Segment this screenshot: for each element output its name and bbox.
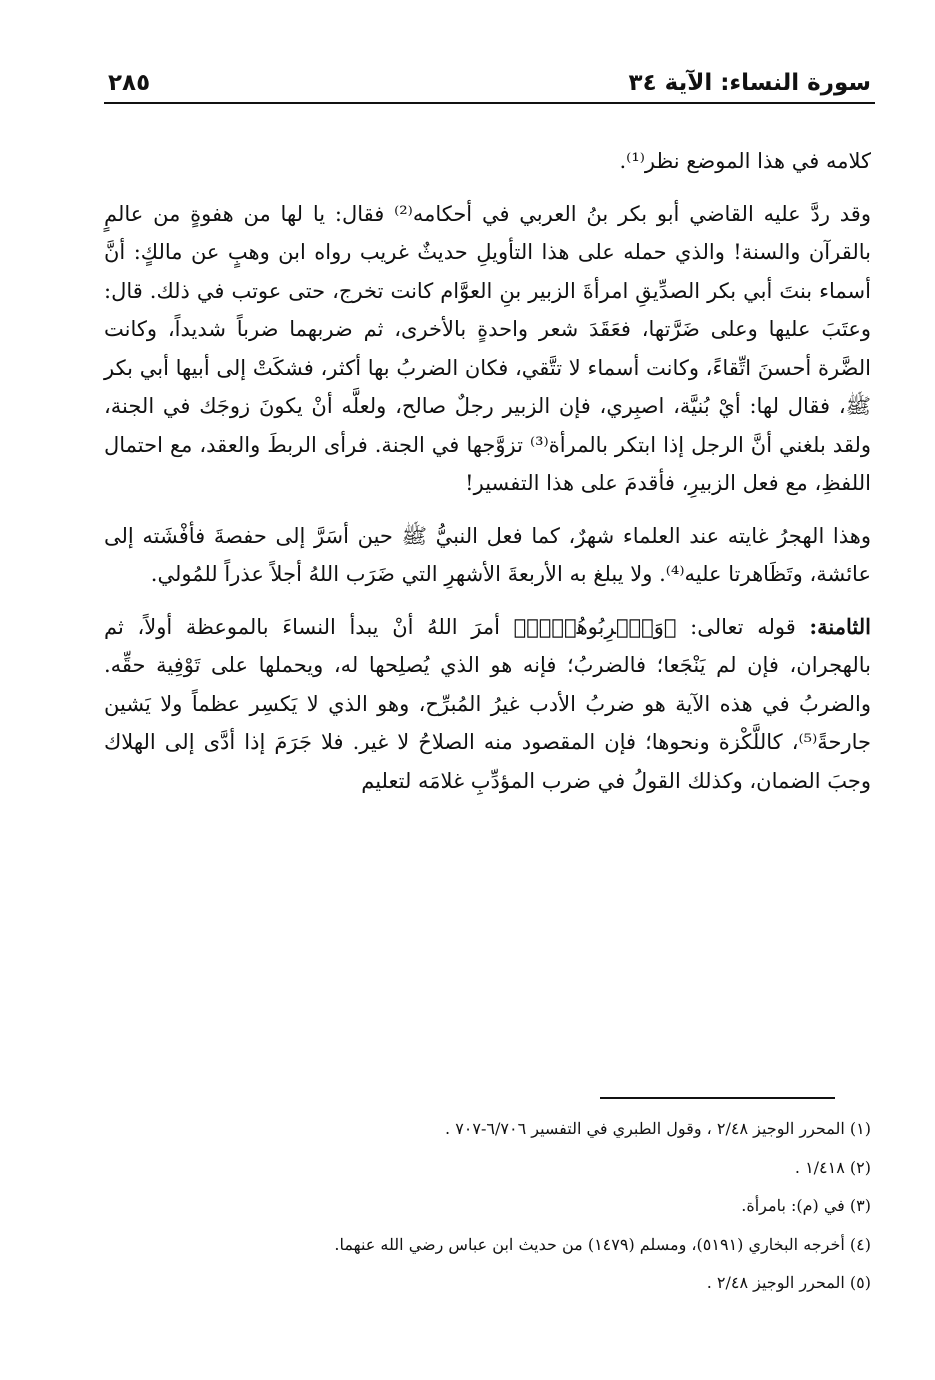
paragraph-text: وقد ردَّ عليه القاضي أبو بكر بنُ العربي في أحكامه⁽²⁾ فقال: يا لها من هفوةٍ من عالمٍ بالقرآن والسنة! والذي حمله على هذا التأويلِ حديثٌ غريب رواه ابن وهبٍ عن مالكٍ: أنَّ أسماء بنتَ أبي بكر الصدِّيقِ امرأةَ الزبير بنِ العوَّام كانت تخرج، حتى عوتب في ذلك. قال: وعتَبَ عليها وعلى ضَرَّتها، فعَقَدَ شعر واحدةٍ بالأخرى، ثم ضربهما ضرباً شديداً، وكانت الضَّرة أحسنَ اتِّقاءً، وكانت أسماء لا تتَّقي، فكان الضربُ بها أكثر، فشكَتْ إلى أبيها أبي بكر ﷺ، فقال لها: أيْ بُنيَّة، اصبِري، فإن الزبير رجلٌ صالح، ولعلَّه أنْ يكونَ زوجَك في الجنة، ولقد بلغني أنَّ الرجل إذا ابتكر بالمرأة⁽³⁾ تزوَّجها في الجنة. فرأى الربطَ والعقد، مع احتمال اللفظِ، مع فعل الزبيرِ، فأقدمَ على هذا التفسير!: [104, 201, 871, 495]
paragraph-text: قوله تعالى: ﴿وَٱضۡرِبُوهُنَّۖ﴾ أمرَ اللهُ أنْ يبدأ النساءَ بالموعظة أولاً، ثم بالهجران، فإن لم يَنْجَعا؛ فالضربُ؛ فإنه هو الذي يُصلِحها له، ويحملها على تَوْفِية حقِّه. والضربُ في هذه الآية هو ضربُ الأدب غيرُ المُبرِّح، وهو الذي لا يَكسِر عظماً ولا يَشين جارحةً⁽⁵⁾، كاللَّكْزة ونحوها؛ فإن المقصود منه الصلاحُ لا غير. فلا جَرَمَ إذا أدَّى إلى الهلاك وجبَ الضمان، وكذلك القولُ في ضرب المؤدِّبِ غلامَه لتعليم: [104, 614, 871, 793]
paragraph-text: كلامه في هذا الموضع نظر⁽¹⁾.: [619, 149, 871, 173]
footnote-2: (٢) ١/٤١٨ .: [794, 1157, 871, 1177]
paragraph: [104, 142, 871, 181]
paragraph-lead: الثامنة:: [809, 613, 871, 639]
paragraph: [104, 195, 871, 503]
paragraph-text: وهذا الهجرُ غايته عند العلماء شهرٌ، كما فعل النبيُّ ﷺ حين أسَرَّ إلى حفصةَ فأفْشَته إلى عائشة، وتَظَاهرتا عليه⁽⁴⁾. ولا يبلغ به الأربعةَ الأشهرِ التي ضَرَب اللهُ أجلاً عذراً للمُولي.: [104, 523, 871, 586]
paragraph: [104, 608, 871, 801]
footnote-1: (١) المحرر الوجيز ٢/٤٨ ، وقول الطبري في التفسير ٦/٧٠٦-٧٠٧ .: [445, 1119, 871, 1138]
footnote-divider: [600, 1097, 835, 1099]
running-header: [108, 64, 871, 104]
header-divider: [104, 102, 875, 104]
footnote-3: (٣) في (م): بامرأة.: [741, 1196, 871, 1215]
page-number: ٢٨٥: [108, 70, 151, 96]
paragraph: [104, 517, 871, 594]
footnote-4: (٤) أخرجه البخاري (٥١٩١)، ومسلم (١٤٧٩) من حديث ابن عباس رضي الله عنهما.: [334, 1234, 871, 1254]
footnote-5: (٥) المحرر الوجيز ٢/٤٨ .: [706, 1273, 871, 1292]
main-text: [104, 142, 871, 1110]
footnotes: [104, 1118, 871, 1311]
chapter-title: سورة النساء: الآية ٣٤: [628, 70, 871, 96]
